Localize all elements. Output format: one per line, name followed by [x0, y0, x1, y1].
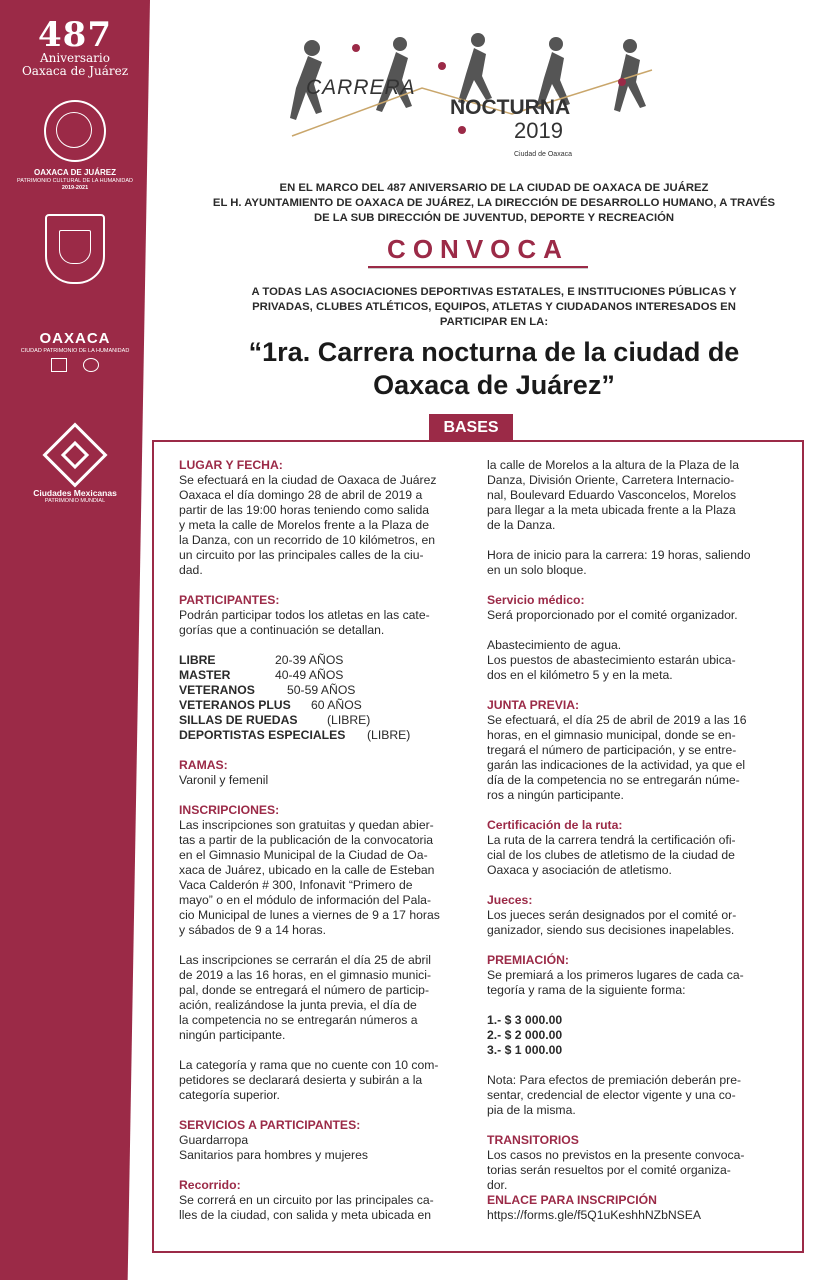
text-line: Los jueces serán designados por el comité or-: [487, 908, 737, 922]
category-range: (LIBRE): [327, 713, 371, 727]
text-line: La categoría y rama que no cuente con 10 com-: [179, 1058, 439, 1072]
section-heading: TRANSITORIOS: [487, 1133, 579, 1147]
text-line: la competencia no se entregarán números a: [179, 1013, 418, 1027]
category-range: 20-39 AÑOS: [275, 653, 344, 667]
text-line: ros a ningún participante.: [487, 788, 624, 802]
category-row: [179, 728, 475, 743]
anniversary-word: Aniversario: [40, 51, 110, 65]
section-heading: Certificación de la ruta:: [487, 818, 623, 832]
category-range: 60 AÑOS: [311, 698, 362, 712]
convoca-heading: CONVOCA: [387, 234, 569, 264]
text-line: lles de la ciudad, con salida y meta ubicada en: [179, 1208, 432, 1222]
race-title: [160, 336, 828, 402]
text-line: Será proporcionado por el comité organizador.: [487, 608, 738, 622]
text-line: La ruta de la carrera tendrá la certificación ofi-: [487, 833, 736, 847]
text-line: Sanitarios para hombres y mujeres: [179, 1148, 368, 1162]
text-line: Varonil y femenil: [179, 773, 269, 787]
sidebar: [0, 0, 160, 1280]
text-line: dad.: [179, 563, 203, 577]
section-heading: LUGAR Y FECHA:: [179, 458, 283, 472]
category-range: 40-49 AÑOS: [275, 668, 344, 682]
invite-line: PRIVADAS, CLUBES ATLÉTICOS, EQUIPOS, ATLETAS Y CIUDADANOS INTERESADOS EN: [252, 301, 736, 313]
text-line: Hora de inicio para la carrera: 19 horas, saliendo: [487, 548, 751, 562]
category-row: [179, 713, 475, 728]
ciudades-mexicanas-icon: [42, 422, 107, 487]
unesco-icon: [51, 358, 67, 372]
city-seal-icon: [44, 100, 106, 162]
section-heading: SERVICIOS A PARTICIPANTES:: [179, 1118, 361, 1132]
anniversary-city: Oaxaca de Juárez: [21, 64, 129, 78]
text-line: pal, donde se entregará el número de particip-: [179, 983, 429, 997]
oaxaca-title: OAXACA: [39, 330, 111, 347]
category-range: (LIBRE): [367, 728, 411, 742]
race-title-line: “1ra. Carrera nocturna de la ciudad de: [248, 337, 740, 367]
text-line: tas a partir de la publicación de la convocatoria: [179, 833, 434, 847]
category-row: [179, 698, 475, 713]
invite-line: PARTICIPAR EN LA:: [439, 316, 549, 328]
shield-icon: [45, 214, 105, 284]
oaxaca-heritage-logo: [0, 330, 150, 377]
city-logo-title: OAXACA DE JUÁREZ: [34, 168, 116, 177]
text-line: tregará el número de participación, y se entre-: [487, 743, 737, 757]
city-logo-years: 2019-2021: [61, 185, 89, 191]
text-line: mayo” o en el módulo de información del Pala-: [179, 893, 432, 907]
category-name: LIBRE: [179, 653, 216, 667]
race-logo-line1: CARRERA: [306, 76, 416, 99]
text-line: Vaca Calderón # 300, Infonavit “Primero de: [179, 878, 413, 892]
category-name: MASTER: [179, 668, 231, 682]
text-line: Se efectuará en la ciudad de Oaxaca de Juárez: [179, 473, 437, 487]
category-range: 50-59 AÑOS: [287, 683, 356, 697]
text-line: Danza, División Oriente, Carretera Internacio-: [487, 473, 735, 487]
category-name: SILLAS DE RUEDAS: [179, 713, 298, 727]
intro-line: DE LA SUB DIRECCIÓN DE JUVENTUD, DEPORTE Y RECREACIÓN: [313, 212, 675, 224]
text-line: la Danza, con un recorrido de 10 kilómetros, en: [179, 533, 436, 547]
text-line: pia de la misma.: [487, 1103, 576, 1117]
text-line: Abastecimiento de agua.: [487, 638, 622, 652]
registration-link[interactable]: https://forms.gle/f5Q1uKeshhNZbNSEA: [487, 1208, 702, 1222]
text-line: ganizador, siendo sus decisiones inapelables.: [487, 923, 735, 937]
category-name: VETERANOS PLUS: [179, 698, 291, 712]
text-line: Los puestos de abastecimiento estarán ubica-: [487, 653, 736, 667]
bases-label: BASES: [429, 414, 513, 441]
bases-right-column: [487, 458, 787, 1223]
section-heading: PREMIACIÓN:: [487, 953, 569, 967]
text-line: dor.: [487, 1178, 508, 1192]
text-line: dos en el kilómetro 5 y en la meta.: [487, 668, 673, 682]
text-line: en un solo bloque.: [487, 563, 587, 577]
text-line: de 2019 a las 16 horas, en el gimnasio munici-: [179, 968, 432, 982]
cm-title: Ciudades Mexicanas: [33, 488, 117, 498]
text-line: un circuito por las principales calles de la ciu-: [179, 548, 424, 562]
text-line: xaca de Juárez, ubicado en la calle de Esteban: [179, 863, 435, 877]
text-line: nal, Boulevard Eduardo Vasconcelos, Morelos: [487, 488, 737, 502]
intro-line: EN EL MARCO DEL 487 ANIVERSARIO DE LA CIUDAD DE OAXACA DE JUÁREZ: [279, 182, 709, 194]
section-heading: JUNTA PREVIA:: [487, 698, 580, 712]
category-name: DEPORTISTAS ESPECIALES: [179, 728, 346, 742]
city-seal-logo: [0, 100, 150, 192]
text-line: y meta la calle de Morelos frente a la Plaza de: [179, 518, 429, 532]
cm-sub: PATRIMONIO MUNDIAL: [44, 498, 106, 504]
text-line: petidores se declarará desierta y subirán a la: [179, 1073, 423, 1087]
text-line: Se efectuará, el día 25 de abril de 2019 a las 16: [487, 713, 747, 727]
text-line: gorías que a continuación se detallan.: [179, 623, 385, 637]
intro-text: [160, 181, 828, 226]
text-line: sentar, credencial de elector vigente y una co-: [487, 1088, 736, 1102]
category-row: [179, 653, 475, 668]
text-line: la calle de Morelos a la altura de la Plaza de la: [487, 458, 740, 472]
text-line: torias serán resueltos por el comité organiza-: [487, 1163, 731, 1177]
text-line: cial de los clubes de atletismo de la ciudad de: [487, 848, 735, 862]
text-line: Nota: Para efectos de premiación deberán pre-: [487, 1073, 742, 1087]
race-logo: [282, 18, 662, 166]
race-title-line: Oaxaca de Juárez”: [373, 370, 615, 400]
text-line: Se correrá en un circuito por las principales ca-: [179, 1193, 434, 1207]
text-line: Podrán participar todos los atletas en las cate-: [179, 608, 430, 622]
oaxaca-shield-logo: [0, 214, 150, 284]
text-line: garán las indicaciones de la actividad, ya que el: [487, 758, 746, 772]
race-logo-line2: NOCTURNA: [450, 96, 571, 119]
category-row: [179, 668, 475, 683]
text-line: categoría superior.: [179, 1088, 280, 1102]
text-line: Las inscripciones son gratuitas y quedan abier-: [179, 818, 434, 832]
convoca-underline-shadow: [368, 268, 588, 269]
text-line: en el Gimnasio Municipal de la Ciudad de Oa-: [179, 848, 428, 862]
section-heading: ENLACE PARA INSCRIPCIÓN: [487, 1193, 657, 1207]
section-heading: PARTICIPANTES:: [179, 593, 280, 607]
text-line: Oaxaca el día domingo 28 de abril de 2019 a: [179, 488, 423, 502]
prize-line: 1.- $ 3 000.00: [487, 1013, 563, 1027]
heritage-icon: [83, 358, 99, 372]
text-line: y sábados de 9 a 14 horas.: [179, 923, 327, 937]
invite-text: [160, 285, 828, 330]
text-line: de la Danza.: [487, 518, 556, 532]
section-heading: Recorrido:: [179, 1178, 241, 1192]
invite-line: A TODAS LAS ASOCIACIONES DEPORTIVAS ESTATALES, E INSTITUCIONES PÚBLICAS Y: [251, 286, 737, 298]
city-logo-sub: PATRIMONIO CULTURAL DE LA HUMANIDAD: [17, 178, 133, 184]
text-line: horas, en el gimnasio municipal, donde se en-: [487, 728, 736, 742]
text-line: para llegar a la meta ubicada frente a la Plaza: [487, 503, 736, 517]
prize-line: 2.- $ 2 000.00: [487, 1028, 563, 1042]
text-line: ación, realizándose la junta previa, el día de: [179, 998, 417, 1012]
bases-left-column: [179, 458, 475, 1223]
race-logo-year: 2019: [514, 118, 563, 143]
text-line: Se premiará a los primeros lugares de cada ca-: [487, 968, 744, 982]
category-row: [179, 683, 475, 698]
intro-line: EL H. AYUNTAMIENTO DE OAXACA DE JUÁREZ, LA DIRECCIÓN DE DESARROLLO HUMANO, A TRAVÉS: [212, 197, 776, 209]
section-heading: RAMAS:: [179, 758, 228, 772]
text-line: cio Municipal de lunes a viernes de 9 a 17 horas: [179, 908, 440, 922]
text-line: Guardarropa: [179, 1133, 249, 1147]
text-line: partir de las 19:00 horas teniendo como salida: [179, 503, 429, 517]
text-line: Oaxaca y asociación de atletismo.: [487, 863, 672, 877]
ciudades-mexicanas-logo: [0, 432, 150, 505]
section-heading: Jueces:: [487, 893, 533, 907]
anniversary-number: 487: [38, 15, 112, 55]
text-line: Las inscripciones se cerrarán el día 25 de abril: [179, 953, 432, 967]
oaxaca-sub: CIUDAD PATRIMONIO DE LA HUMANIDAD: [20, 348, 130, 354]
race-logo-city: Ciudad de Oaxaca: [514, 151, 572, 158]
anniversary-logo: [0, 15, 150, 78]
text-line: ningún participante.: [179, 1028, 286, 1042]
text-line: Los casos no previstos en la presente convoca-: [487, 1148, 745, 1162]
section-heading: INSCRIPCIONES:: [179, 803, 280, 817]
section-heading: Servicio médico:: [487, 593, 585, 607]
text-line: día de la competencia no se entregarán núme-: [487, 773, 740, 787]
category-name: VETERANOS: [179, 683, 255, 697]
prize-line: 3.- $ 1 000.00: [487, 1043, 563, 1057]
text-line: tegoría y rama de la siguiente forma:: [487, 983, 686, 997]
